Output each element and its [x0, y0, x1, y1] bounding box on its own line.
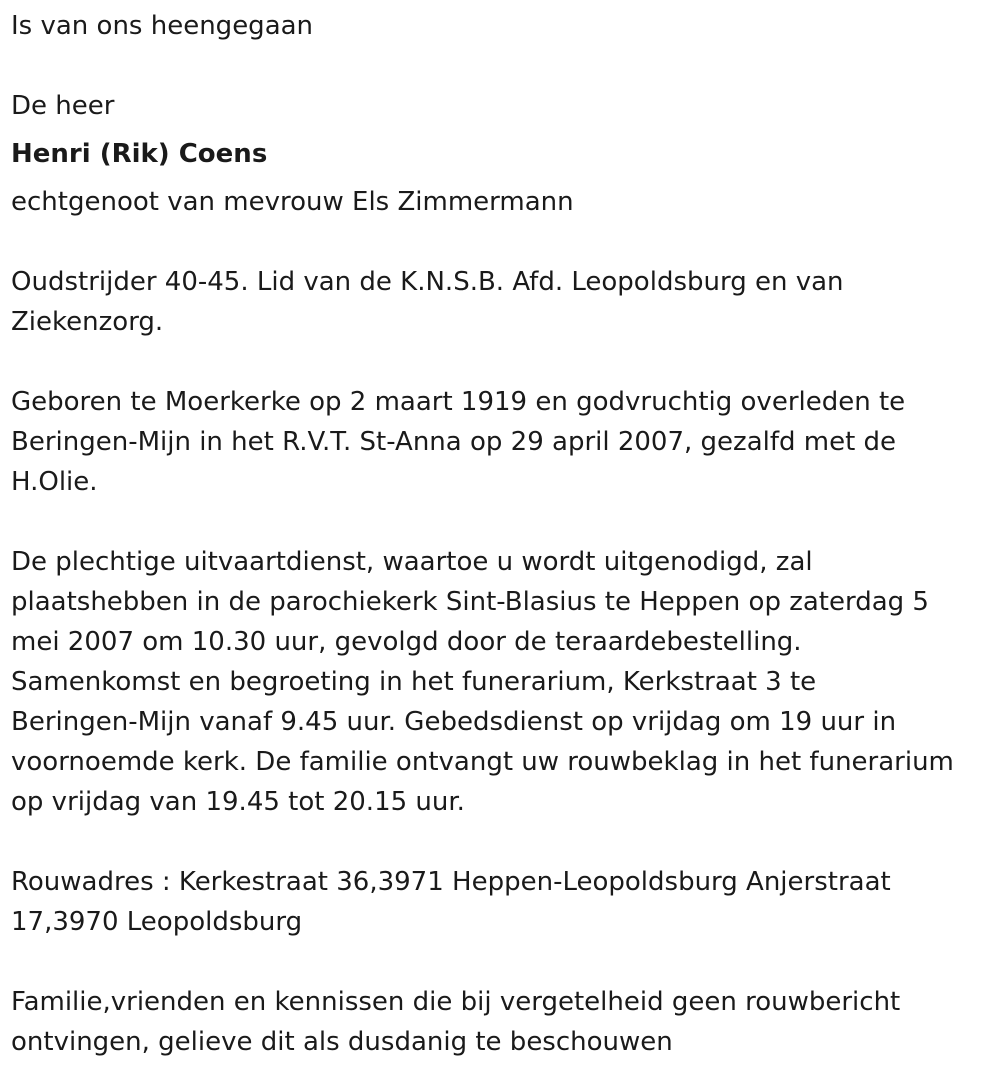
closing-line-1: Familie,vrienden en kennissen die bij vergetelheid geen rouwbericht	[11, 987, 901, 1017]
birth-death-line-2: Beringen-Mijn in het R.V.T. St-Anna op 29 april 2007, gezalfd met de	[11, 427, 897, 457]
spouse-line: echtgenoot van mevrouw Els Zimmermann	[11, 187, 574, 217]
funeral-line-7: op vrijdag van 19.45 tot 20.15 uur.	[11, 787, 465, 817]
funeral-line-1: De plechtige uitvaartdienst, waartoe u wordt uitgenodigd, zal	[11, 547, 813, 577]
funeral-line-2: plaatshebben in de parochiekerk Sint-Blasius te Heppen op zaterdag 5	[11, 587, 929, 617]
closing-line-2: ontvingen, gelieve dit als dusdanig te beschouwen	[11, 1027, 673, 1057]
birth-death-line-1: Geboren te Moerkerke op 2 maart 1919 en godvruchtig overleden te	[11, 387, 906, 417]
address-line-2: 17,3970 Leopoldsburg	[11, 907, 303, 937]
birth-death-line-3: H.Olie.	[11, 467, 98, 497]
membership-line-2: Ziekenzorg.	[11, 307, 164, 337]
intro-line: Is van ons heengegaan	[11, 11, 314, 41]
membership-line-1: Oudstrijder 40-45. Lid van de K.N.S.B. Afd. Leopoldsburg en van	[11, 267, 844, 297]
funeral-line-5: Beringen-Mijn vanaf 9.45 uur. Gebedsdienst op vrijdag om 19 uur in	[11, 707, 897, 737]
deceased-name: Henri (Rik) Coens	[11, 139, 268, 169]
salutation: De heer	[11, 91, 115, 121]
funeral-line-6: voornoemde kerk. De familie ontvangt uw rouwbeklag in het funerarium	[11, 747, 954, 777]
funeral-line-4: Samenkomst en begroeting in het funerarium, Kerkstraat 3 te	[11, 667, 817, 697]
address-line-1: Rouwadres : Kerkestraat 36,3971 Heppen-Leopoldsburg Anjerstraat	[11, 867, 891, 897]
funeral-line-3: mei 2007 om 10.30 uur, gevolgd door de teraardebestelling.	[11, 627, 802, 657]
